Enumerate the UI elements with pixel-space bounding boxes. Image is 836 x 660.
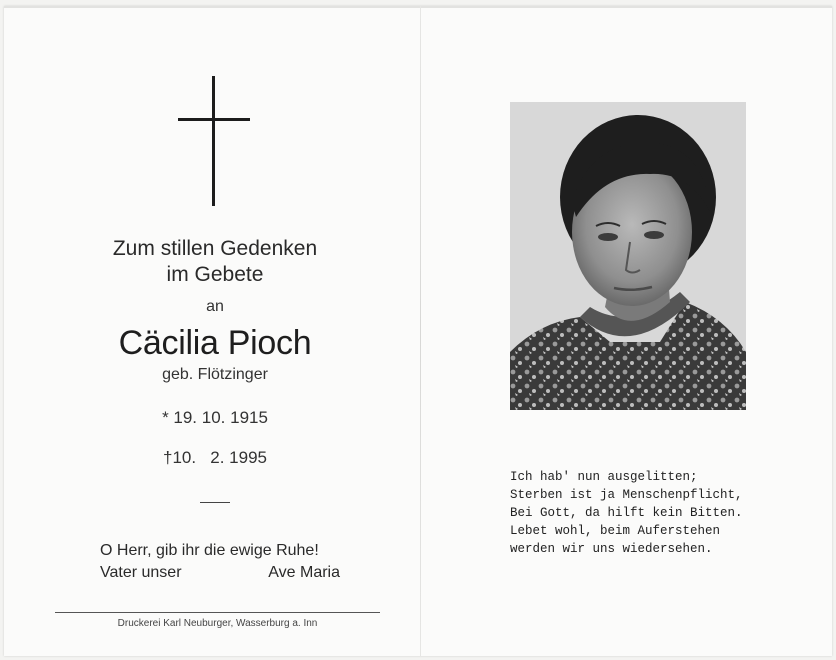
poem-line: werden wir uns wiedersehen.: [510, 542, 713, 556]
death-date: †10. 2. 1995: [163, 448, 267, 467]
an-text: an: [206, 298, 224, 315]
heading-line1: Zum stillen Gedenken: [112, 237, 318, 260]
birth-date: * 19. 10. 1915: [162, 408, 268, 427]
printer-credit: Druckerei Karl Neuburger, Wasserburg a. Inn: [117, 618, 318, 629]
poem-block: [510, 468, 810, 558]
poem-line: Lebet wohl, beim Auferstehen: [510, 524, 721, 538]
heading-line2: im Gebete: [166, 263, 264, 286]
prayer-vater-unser: Vater unser: [100, 564, 182, 581]
poem-line: Ich hab' nun ausgelitten;: [510, 470, 698, 484]
prayer-ave-maria: Ave Maria: [268, 564, 340, 581]
card-fold: [420, 6, 421, 656]
deceased-name: Cäcilia Pioch: [118, 324, 312, 362]
card-top-edge: [4, 6, 832, 8]
prayer-block: [100, 540, 340, 584]
cross-icon: [178, 76, 250, 206]
poem-line: Sterben ist ja Menschenpflicht,: [510, 488, 743, 502]
maiden-name: geb. Flötzinger: [162, 366, 268, 383]
divider-dash: [200, 502, 230, 503]
prayer-line: O Herr, gib ihr die ewige Ruhe!: [100, 542, 319, 559]
portrait-photo: [510, 102, 746, 410]
footer-rule: [55, 612, 380, 613]
portrait-image: [510, 102, 746, 410]
poem-line: Bei Gott, da hilft kein Bitten.: [510, 506, 743, 520]
